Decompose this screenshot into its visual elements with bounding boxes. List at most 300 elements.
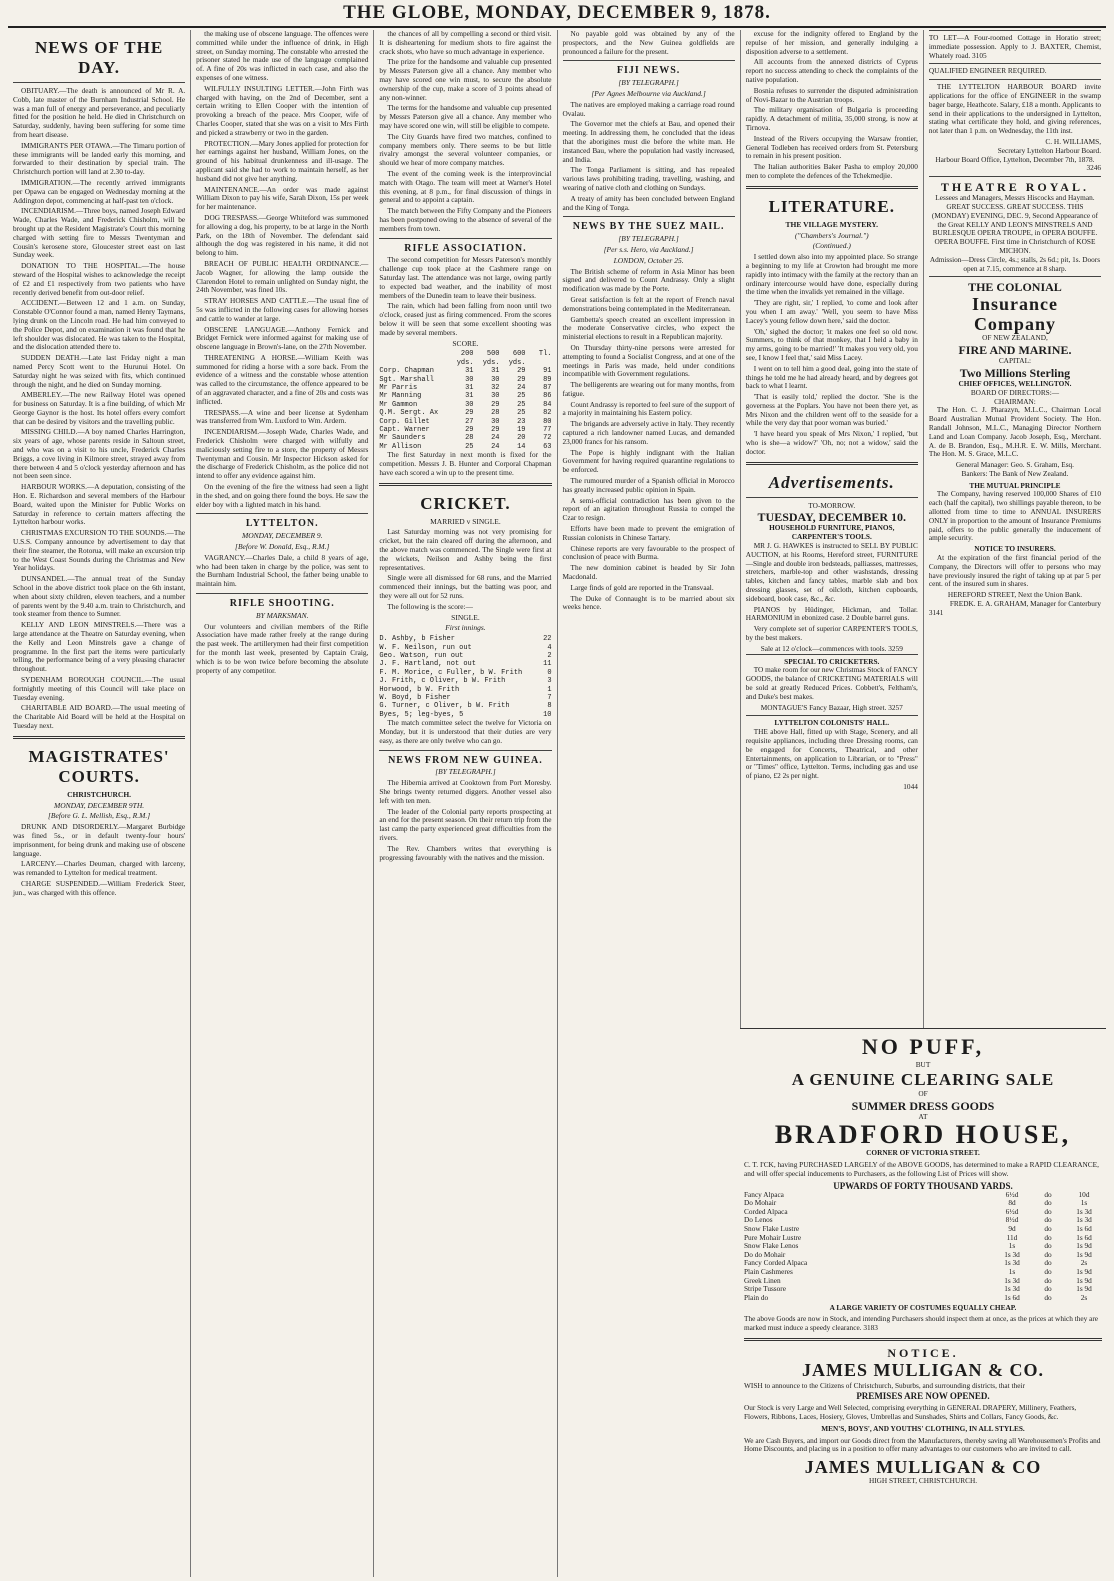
score-cell: 77 xyxy=(543,425,552,434)
score-note: The first Saturday in next month is fixed for the competition. Messrs J. B. Hunter and Corporal Chapman have each scored a win up to the present time. xyxy=(379,450,552,477)
batsman-cell: 8 xyxy=(547,702,552,711)
score-row xyxy=(379,434,551,442)
score-cell: 29 xyxy=(491,400,500,409)
colonial-bankers: Bankers: The Bank of New Zealand. xyxy=(961,468,1069,478)
colonial-of: OF NEW ZEALAND, xyxy=(982,333,1048,343)
price-cell: 8½d xyxy=(1005,1215,1019,1225)
suez-paragraph: excuse for the indignity offered to England by the repulse of her mission, and generally indulging a disposition adverse to a settlement. xyxy=(745,30,918,56)
price-cell: do xyxy=(1044,1198,1052,1208)
score-row xyxy=(379,426,551,434)
new-guinea-continued xyxy=(563,30,735,56)
story-continued: (Continued.) xyxy=(812,241,851,251)
court-paragraph: INCENDIARISM.—Joseph Wade, Charles Wade, and Frederick Chisholm were charged with wilfully and maliciously setting fire to a store, the property of Messrs Twentyman and Cousin. Mr Inspector Hickson asked for the discharge of Frederick Chisholm, as the police did not intend to offer any evidence against him. xyxy=(196,427,369,481)
price-cell: do xyxy=(1044,1223,1052,1233)
mutual-heading: THE MUTUAL PRINCIPLE xyxy=(969,480,1061,490)
divider xyxy=(563,60,735,61)
suez-paragraph: Count Andrassy is reported to feel sure of the support of a majority in maintaining his Eastern policy. xyxy=(562,399,735,418)
notice-office: HEREFORD STREET, Next the Union Bank. xyxy=(947,590,1083,600)
score-cell: 29 xyxy=(465,409,474,418)
news-paragraph: HARBOUR WORKS.—A deputation, consisting of the Hon. E. Richardson and several members of the Harbour Board, waited upon the Minister for Public Works on Saturday in reference to certain matters affecting the Lyttelton harbour works. xyxy=(13,482,186,527)
score-cell: 200 yds. xyxy=(456,350,474,367)
rifle-shooting-heading: RIFLE SHOOTING. xyxy=(229,598,335,610)
score-cell: Tl. xyxy=(538,350,552,359)
score-cell: 31 xyxy=(491,367,500,376)
column-2 xyxy=(191,30,374,1577)
court-paragraph: MAINTENANCE.—An order was made against William Dixon to pay his wife, Sarah Dixon, 15s per week for her maintenance. xyxy=(196,184,369,212)
cricket-heading: CRICKET. xyxy=(420,493,511,513)
price-cell: 1s xyxy=(1008,1266,1016,1276)
score-cell: 30 xyxy=(465,400,474,409)
court-paragraph: CHARGE SUSPENDED.—William Frederick Steer, jun., was charged with this offence. xyxy=(13,878,186,897)
score-cell: 28 xyxy=(465,434,474,443)
score-cell: 31 xyxy=(465,392,474,401)
price-cell: 1s 3d xyxy=(1004,1258,1020,1268)
news-paragraphs xyxy=(13,87,185,731)
new-guinea-telegraph: [BY TELEGRAPH.] xyxy=(435,767,496,777)
cricket-paragraph: The following is the score:— xyxy=(387,601,473,611)
price-cell: Plain Cashmeres xyxy=(744,1266,793,1276)
batsman-row xyxy=(379,702,551,710)
literature-heading: LITERATURE. xyxy=(768,196,895,216)
theatre-ad xyxy=(929,176,1101,276)
mulligan-footer-name: JAMES MULLIGAN & CO xyxy=(804,1457,1042,1478)
divider xyxy=(196,593,368,594)
new-guinea-heading: NEWS FROM NEW GUINEA. xyxy=(388,754,543,766)
batsman-cell: J. Frith, c Oliver, b W. Frith xyxy=(379,677,506,686)
court-paragraph: On the evening of the fire the witness had seen a light in the shed, and on going there found the boys. He saw the elder boy with a lighted match in his hand. xyxy=(196,482,369,509)
montague-number: 3257 xyxy=(888,702,903,712)
price-cell: 1s 6d xyxy=(1076,1223,1092,1233)
batsman-row xyxy=(379,652,551,660)
news-paragraph: DONATION TO THE HOSPITAL.—The house steward of the Hospital wishes to acknowledge the receipt of £2 and £1 respectively from two patients who have recently derived benefit from out-door relief. xyxy=(13,261,186,297)
divider xyxy=(379,483,551,486)
score-cell: Mr Manning xyxy=(379,392,422,401)
price-cell: do xyxy=(1044,1292,1052,1302)
suez-paragraph: The rumoured murder of a Spanish official in Morocco has greatly increased public opinion in Spain. xyxy=(562,476,735,494)
court-date: MONDAY, DECEMBER 9TH. xyxy=(54,800,145,810)
score-cell: 24 xyxy=(517,383,526,392)
harbour-sign: C. H. WILLIAMS, xyxy=(1045,136,1102,146)
price-cell: Snow Flake Lustre xyxy=(744,1223,800,1233)
price-cell: Do Lenos xyxy=(744,1215,773,1225)
auction-tools: Very complete set of superior CARPENTER'S TOOLS, by the best makers. xyxy=(745,624,918,643)
court-bench: [Before G. L. Mellish, Esq., R.M.] xyxy=(47,811,151,821)
batsman-cell: 2 xyxy=(547,651,552,660)
single-score-table xyxy=(379,635,551,719)
score-cell: Sgt. Marshall xyxy=(379,375,434,384)
suez-paragraph: On Thursday thirty-nine persons were arrested for attempting to found a Socialist Congress, and at one of the meetings in Paris was made, held under conditions incompatible with Government regulations. xyxy=(562,342,735,379)
price-cell: Fancy Alpaca xyxy=(744,1189,784,1199)
advertisements-heading: Advertisements. xyxy=(768,472,895,492)
mens-text: MEN'S, BOYS', AND YOUTHS' CLOTHING, IN ALL STYLES. xyxy=(821,1423,1025,1433)
suez-paragraph: The Pope is highly indignant with the Italian Government for having required quarantine regulations to be enforced. xyxy=(562,447,735,475)
score-cell: 89 xyxy=(543,375,552,384)
colonists-hall-body: THE above Hall, fitted up with Stage, Scenery, and all requisite appliances, including three Dressing rooms, can be engaged for Concerts, Theatrical, and other Entertainments, on application to Librarian, or to "Press" or "Times" office, Lyttelton. Terms, including gas and use of piano, £2 2s per night. xyxy=(745,727,918,781)
theatre-admission: Admission—Dress Circle, 4s.; stalls, 2s 6d.; pit, 1s. Doors open at 7.15, commence at 8 sharp. xyxy=(929,254,1101,273)
suez-paragraph: The brigands are adversely active in Italy. They recently captured a rich landowner named Lucas, and demanded 23,000 francs for his ransom. xyxy=(562,419,735,446)
column-4 xyxy=(558,30,741,1577)
court-paragraph: OBSCENE LANGUAGE.—Anthony Fernick and Bridget Fernick were informed against for making use of obscene language in Brown's-lane, on the 27th November. xyxy=(196,324,369,352)
divider xyxy=(13,736,185,739)
fiji-paragraphs xyxy=(563,101,735,213)
price-cell: Do do Mohair xyxy=(744,1249,786,1259)
story-paragraph: 'That is easily told,' replied the doctor. 'She is the governess at the Poplars. You have not been there yet, as Mrs Nixon and the children went off to the seaside for a while the very day that poor woman was buried.' xyxy=(745,392,918,428)
colonial-capital: CAPITAL: xyxy=(998,356,1032,366)
court-paragraph: the making use of obscene language. The offences were committed while under the influence of drink, in High street, on Sunday morning. The constable who arrested the prisoner stated he made use of the language complained of. A fine of 20s was inflicted in each case, and also the expenses of one witness. xyxy=(196,30,369,82)
batsman-cell: D. Ashby, b Fisher xyxy=(379,635,455,644)
score-row xyxy=(379,401,551,409)
score-cell: 80 xyxy=(543,417,552,426)
price-cell: 1s xyxy=(1080,1198,1088,1208)
score-cell: 500 yds. xyxy=(482,350,500,367)
colonists-hall-ad xyxy=(746,715,918,794)
batsman-cell: 7 xyxy=(547,693,552,702)
price-cell: 8d xyxy=(1008,1198,1016,1208)
suez-paragraph: Great satisfaction is felt at the report of French naval demonstrations being contemplated in the Mediterranean. xyxy=(562,294,735,313)
forty-thousand: UPWARDS OF FORTY THOUSAND YARDS. xyxy=(833,1180,1013,1191)
auction-tomorrow: TO-MORROW. xyxy=(808,500,856,510)
news-paragraph: CHRISTMAS EXCURSION TO THE SOUNDS.—The U.S.S. Company announce by advertisement to day that their fine steamer, the Rotorua, will make an excursion trip to the West Coast Sounds during the Christmas and New Year holidays. xyxy=(13,528,186,573)
score-cell: 30 xyxy=(465,375,474,384)
lyttelton-bench: [Before W. Donald, Esq., R.M.] xyxy=(235,542,330,552)
price-cell: 1s 6d xyxy=(1076,1232,1092,1242)
auction-sale xyxy=(746,645,918,654)
single-heading: SINGLE. xyxy=(451,612,480,622)
cricket-paragraph: Single were all dismissed for 68 runs, and the Married commenced their innings, but the batting was poor, and they were all out for 52 runs. xyxy=(379,573,552,600)
suez-paragraph: The Duke of Connaught is to be married about six weeks hence. xyxy=(562,593,735,612)
news-paragraph: ACCIDENT.—Between 12 and 1 a.m. on Sunday, Constable O'Connor found a man, named Henry Taymans, lying drunk on the Lincoln road. He had him conveyed to the Police Depot, and on examination it was found that he left shoulder was dislocated. He was taken to the Hospital, and the dislocation attended there to. xyxy=(13,298,186,352)
batsman-cell: W. Boyd, b Fisher xyxy=(379,693,451,702)
notice-title: NOTICE. xyxy=(887,1345,959,1360)
suez-date: LONDON, October 25. xyxy=(613,255,684,265)
batsman-cell: 0 xyxy=(547,668,552,677)
rifle-paragraph: The event of the coming week is the interprovincial match with Otago. The team will meet at Warner's Hotel this evening, at 8 p.m., for final discussion of things in general and to appoint a captain. xyxy=(379,168,552,205)
price-cell: do xyxy=(1044,1215,1052,1225)
import-text: We are Cash Buyers, and import our Goods direct from the Manufacturers, thereby saving all Warehousemen's Profits and Home Discounts, and placing us in a position to offer many advantages to our customers who are invited to call. xyxy=(744,1435,1101,1454)
score-cell: 20 xyxy=(517,434,526,443)
batsman-cell: F. M. Morice, c Fuller, b W. Frith xyxy=(379,668,523,677)
news-paragraph: INCENDIARISM.—Three boys, named Joseph Edward Wade, Charles Wade, and Frederick Chisholm, will be brought up at the Resident Magistrate's Court this morning charged with setting fire to Messrs Twentyman and Cousin's kerosene store, Gloucester street east on last Sunday week. xyxy=(13,206,186,260)
score-cell: 24 xyxy=(491,442,500,451)
colonial-title-2: Insurance Company xyxy=(971,294,1058,335)
score-cell: 30 xyxy=(491,417,500,426)
score-row xyxy=(379,392,551,400)
score-row xyxy=(379,376,551,384)
colonists-hall-number: 1044 xyxy=(903,781,918,791)
score-cell: 87 xyxy=(543,383,552,392)
cricket-subheading: MARRIED v SINGLE. xyxy=(430,516,501,526)
clearing-footer-number: 3183 xyxy=(863,1322,878,1332)
suez-telegraph: [BY TELEGRAPH.] xyxy=(618,234,679,244)
price-cell: Snow Flake Lenos xyxy=(744,1241,799,1251)
lyttelton-date: MONDAY, DECEMBER 9. xyxy=(241,531,323,541)
court-paragraph: THREATENING A HORSE.—William Keith was summoned for riding a horse with a sore back. From the evidence of a witness and the constable whose attention was called to the circumstance, the offence appeared to be of an aggravated character, and a fine of 20s and costs was inflicted. xyxy=(196,352,369,406)
price-cell: 1s xyxy=(1008,1241,1016,1251)
notice-number: 3141 xyxy=(928,607,944,617)
new-guinea-paragraph: The Rev. Chambers writes that everything is progressing favourably with the natives and the mission. xyxy=(379,843,552,862)
score-cell: Capt. Warner xyxy=(379,425,430,434)
fiji-via: [Per Agnes Melbourne via Auckland.] xyxy=(591,88,706,98)
score-cell: 19 xyxy=(517,425,526,434)
score-header-row xyxy=(379,350,551,367)
mulligan-title: JAMES MULLIGAN & CO. xyxy=(801,1359,1044,1380)
divider xyxy=(746,186,918,189)
divider xyxy=(746,462,918,465)
batsman-cell: Byes, 5; leg-byes, 5 xyxy=(379,710,464,719)
suez-paragraph: The new dominion cabinet is headed by Sir John Macdonald. xyxy=(562,563,735,582)
price-cell: do xyxy=(1044,1266,1052,1276)
bradford-house-title: BRADFORD HOUSE, xyxy=(774,1120,1072,1150)
fiji-paragraph: The Tonga Parliament is sitting, and has repealed various laws prohibiting trading, travelling, washing, and wearing of native cloth and clothing on Sundays. xyxy=(562,165,735,192)
lyttelton-paragraph: VAGRANCY.—Charles Dale, a child 8 years of age, who had been taken in charge by the police, was sent to the Burnham Industrial School, the father being unable to maintain him. xyxy=(196,552,369,589)
price-cell: 1s 3d xyxy=(1004,1275,1020,1285)
price-cell: 2s xyxy=(1080,1292,1088,1302)
court-paragraphs xyxy=(13,823,185,897)
story-source: ("Chambers's Journal.") xyxy=(794,230,869,240)
new-guinea-paragraphs xyxy=(379,779,551,862)
rifle-association-paragraph: The second competition for Messrs Paterson's monthly challenge cup took place at the Cashmere range on Saturday last. The attendance was not large, owing partly to expected bad weather, and the inability of most members of the Dunedin team to leave their business. xyxy=(379,255,552,300)
price-cell: do xyxy=(1044,1189,1052,1199)
batsman-cell: J. F. Hartland, not out xyxy=(379,660,476,669)
bradford-house-ad xyxy=(740,1028,1106,1577)
price-cell: 9d xyxy=(1008,1223,1016,1233)
price-cell: 1s 6d xyxy=(1004,1292,1020,1302)
price-cell: do xyxy=(1044,1275,1052,1285)
suez-paragraph: Efforts have been made to prevent the emigration of Russian colonists in Chinese Tartary. xyxy=(562,524,735,542)
notice-heading: NOTICE TO INSURERS. xyxy=(974,544,1056,554)
score-cell: 600 yds. xyxy=(508,350,526,367)
harbour-date: Harbour Board Office, Lyttelton, December 7th, 1878. xyxy=(935,154,1095,164)
suez-paragraph: Bosnia refuses to surrender the disputed administration of Novi-Bazar to the Austrian troops. xyxy=(745,85,918,104)
clearing-footer-text: The above Goods are now in Stock, and intending Purchasers should inspect them at once, as the prices at which they are marked must induce a speedy clearance. xyxy=(744,1314,1099,1332)
batsman-cell: 4 xyxy=(547,643,552,652)
divider xyxy=(196,513,368,514)
price-cell: 6½d xyxy=(1005,1189,1019,1199)
price-cell: do xyxy=(1044,1284,1052,1294)
score-cell: 28 xyxy=(491,409,500,418)
score-cell: 25 xyxy=(517,392,526,401)
auction-sale-text: Sale at 12 o'clock—commences with tools. xyxy=(760,643,887,653)
score-cell: 29 xyxy=(517,375,526,384)
news-paragraph: SUDDEN DEATH.—Late last Friday night a man named Percy Scott went to the Hurunui Hotel. On Saturday night he was seized with fits, which continued through the night, and he died on Sunday morning. xyxy=(13,353,186,389)
score-cell: 23 xyxy=(517,417,526,426)
mutual-body: The Company, having reserved 100,000 Shares of £10 each (half the capital), two shillings payable thereon, to be allotted from time to time to ANNUAL INSURERS ONLY in proportion to the amount of Insurance Premiums paid, offers to the public generally the inducement of ample security. xyxy=(928,489,1102,543)
price-cell: Pure Mohair Lustre xyxy=(744,1232,802,1242)
score-cell: 29 xyxy=(491,425,500,434)
batsman-row xyxy=(379,694,551,702)
suez-paragraph: The belligerents are wearing out for many months, from fatigue. xyxy=(562,380,735,398)
score-row xyxy=(379,409,551,417)
price-cell: Stripe Tussore xyxy=(744,1284,786,1294)
batsman-row xyxy=(379,669,551,677)
story-paragraph: 'They are right, sir,' I replied, 'to come and look after you when I am away.' 'Well, you seem to have Miss Lacey's young fellow down here,' said the doctor. xyxy=(745,298,918,325)
suez-paragraph: The British scheme of reform in Asia Minor has been signed and delivered to Count Andrassy. Only a slight modification was made by the Porte. xyxy=(562,266,735,294)
suez-paragraph: Instead of the Rivers occupying the Warsaw frontier, General Todleben has received orders from St. Petersburg to remain in his present position. xyxy=(745,133,918,161)
score-cell: 86 xyxy=(543,392,552,401)
price-cell: do xyxy=(1044,1232,1052,1242)
batsman-cell: 1 xyxy=(547,685,552,694)
batsman-row xyxy=(379,635,551,643)
batsman-cell: Geo. Watson, run out xyxy=(379,651,464,660)
price-cell: Do Mohair xyxy=(744,1198,777,1208)
story-title: THE VILLAGE MYSTERY. xyxy=(785,219,879,229)
top-ads xyxy=(929,30,1101,79)
score-cell: Corp. Chapman xyxy=(379,367,434,376)
new-guinea-paragraph: The Hibernia arrived at Cooktown from Port Moresby. She brings twenty returned diggers. Another vessel also left with ten men. xyxy=(379,778,552,805)
batsman-cell: G. Turner, c Oliver, b W. Frith xyxy=(379,702,510,711)
rifle-byline: BY MARKSMAN. xyxy=(256,610,309,620)
score-row xyxy=(379,418,551,426)
price-cell: 1s 9d xyxy=(1076,1266,1092,1276)
harbour-number: 3246 xyxy=(1086,163,1102,173)
clearing-intro: C. T. I'CK, having PURCHASED LARGELY of the ABOVE GOODS, has determined to make a RAPID CLEARANCE, and will offer special inducements to Purchasers, as the following List of Prices will show. xyxy=(744,1160,1099,1178)
suez-paragraph: Chinese reports are very favourable to the prospect of conclusion of peace with Burma. xyxy=(562,543,735,562)
divider xyxy=(13,82,185,83)
suez-paragraph: Large finds of gold are reported in the Transvaal. xyxy=(570,582,714,592)
suez-paragraph: Gambetta's speech created an excellent impression in the moderate Conservative circles, who expect the ministerial elections to result in a Republican majority. xyxy=(562,314,735,342)
suez-paragraph: A semi-official contradiction has been given to the report of an agitation throughout Russia to compel the Czar to resign. xyxy=(562,495,735,523)
column-1 xyxy=(8,30,191,1577)
price-cell: 1s 3d xyxy=(1004,1284,1020,1294)
news-paragraph: KELLY AND LEON MINSTRELS.—There was a large attendance at the Theatre on Saturday evening, when the Kelly and Leon Minstrels gave a change of programme. In the first part the items were particularly telling, the performance being of a very pleasing character throughout. xyxy=(13,620,186,674)
classified-ad xyxy=(929,63,1101,79)
divider xyxy=(563,216,735,217)
premises-text: PREMISES ARE NOW OPENED. xyxy=(856,1391,990,1402)
magistrates-courts-heading: MAGISTRATES' COURTS. xyxy=(28,746,170,786)
score-cell: Mr Parris xyxy=(379,383,418,392)
suez-heading: NEWS BY THE SUEZ MAIL. xyxy=(572,221,725,233)
mulligan-body: WISH to announce to the Citizens of Christchurch, Suburbs, and surrounding districts, that their xyxy=(744,1380,1025,1390)
score-cell: 27 xyxy=(465,417,474,426)
auction-date: TUESDAY, DECEMBER 10. xyxy=(757,510,907,525)
score-cell: 25 xyxy=(517,400,526,409)
rifle-paragraph: The match between the Fifty Company and the Pioneers has been postponed owing to the absence of several of the members from town. xyxy=(379,206,552,233)
colonial-board: BOARD OF DIRECTORS:— xyxy=(970,387,1060,397)
masthead: THE GLOBE, MONDAY, DECEMBER 9, 1878. xyxy=(8,0,1106,28)
colonial-office: CHIEF OFFICES, WELLINGTON. xyxy=(958,378,1072,388)
cricketers-body: TO make room for our new Christmas Stock of FANCY GOODS, the balance of CRICKETING MATERIALS will be sold at greatly Reduced Prices. Cobbett's, Feltham's, and Duke's best makes. xyxy=(745,665,918,701)
price-cell: Greek Linen xyxy=(744,1275,781,1285)
colonists-hall-heading: LYTTELTON COLONISTS' HALL. xyxy=(774,718,890,728)
score-row xyxy=(379,384,551,392)
cricket-end: The match committee select the twelve for Victoria on Monday, but it is understood that their duties are very easy, as there are only twelve who can go. xyxy=(379,718,552,745)
score-cell: 32 xyxy=(491,383,500,392)
score-cell: 30 xyxy=(491,375,500,384)
lyttelton-heading: LYTTELTON. xyxy=(245,518,319,530)
mulligan-footer-address: HIGH STREET, CHRISTCHURCH. xyxy=(868,1476,978,1486)
auction-body: MR J. G. HAWKES is instructed to SELL BY PUBLIC AUCTION, at his Rooms, Hereford street, FURNITURE—Single and double iron bedsteads, palliasses, mattresses, stretchers, marble-top and other washstands, dressing tables, kitchen and fancy tables, marble slab and box dressing glasses, set of oilcloth, kitchen cupboards, sideboard, book case, &c., &c. xyxy=(745,541,918,603)
notice-sign: FREDK. E. A. GRAHAM, Manager for Canterbury xyxy=(949,599,1102,609)
score-cell: 84 xyxy=(543,400,552,409)
news-of-the-day-heading: NEWS OF THE DAY. xyxy=(35,38,164,77)
suez-paragraph: The Italian authorities Baker Pasha to employ 20,000 men to complete the defences of the Tchekmedjie. xyxy=(745,162,918,180)
batsman-row xyxy=(379,686,551,694)
classified-ad xyxy=(929,30,1101,63)
suez-paragraphs xyxy=(563,268,735,613)
divider xyxy=(744,1338,1102,1341)
price-cell: 1s 9d xyxy=(1076,1284,1092,1294)
new-guinea-paragraph: The leader of the Colonial party reports prospecting at an end for the present season. On their return trip from the last camp the party experienced great difficulties from the rivers. xyxy=(379,806,552,842)
rifle-association-paragraph: The rain, which had been falling from noon until two o'clock, ceased just as firing commenced. From the scores below it will be seen that some excellent shooting was made by several members. xyxy=(379,301,552,337)
new-guinea-paragraph: No payable gold was obtained by any of the prospectors, and the New Guinea goldfields are pronounced a failure for the present. xyxy=(562,30,735,56)
fiji-heading: FIJI NEWS. xyxy=(616,65,681,77)
price-cell: Corded Alpaca xyxy=(744,1206,788,1216)
batsman-cell: 10 xyxy=(543,710,552,719)
score-cell: 31 xyxy=(465,383,474,392)
price-cell: do xyxy=(1044,1258,1052,1268)
colonial-insurance-ad xyxy=(929,276,1101,620)
cricket-paragraph: Last Saturday morning was not very promising for cricket, but the rain cleared off during the afternoon, and the above match was commenced. The Single were first at the wickets, Neilson and Ashby being the first representatives. xyxy=(379,527,552,572)
divider xyxy=(746,497,918,498)
classified-ad-text: QUALIFIED ENGINEER REQUIRED. xyxy=(928,66,1047,76)
harbour-body: THE LYTTELTON HARBOUR BOARD invite applications for the office of ENGINEER in the swamp bager barge, Heathcote. Salary, £18 a month. Applicants to send in their applications to the undersigned in Lyttelton, stating what certificate they hold, and giving references, not later than 1 p.m. on Wednesday, the 11th inst. xyxy=(928,82,1102,136)
news-paragraph: DUNSANDEL.—The annual treat of the Sunday School in the above district took place on the 6th instant, when about sixty children, eleven teachers, and a number of parents went by the 9.40 a.m. train to Christchurch, and took steamer from thence to Sumner. xyxy=(13,574,186,619)
cricketers-heading: SPECIAL TO CRICKETERS. xyxy=(784,656,880,666)
news-paragraph: OBITUARY.—The death is announced of Mr R. A. Cobb, late master of the Burnham Industrial School. He was a man full of energy and perseverance, and peculiarly fitted for the position he held. He died in Christchurch on Saturday, suddenly, having been suffering for some time from heart disease. xyxy=(13,86,186,139)
fiji-telegraph: [BY TELEGRAPH.] xyxy=(618,78,679,88)
classified-ad-text: TO LET—A Four-roomed Cottage in Horatio street; immediate possession. Apply to J. BAXTER, Chemist, Whately road. xyxy=(928,33,1102,60)
score-cell: Mr Gammon xyxy=(379,400,418,409)
corner-text: CORNER OF VICTORIA STREET. xyxy=(866,1148,980,1158)
clearing-sale-title: A GENUINE CLEARING SALE xyxy=(791,1069,1055,1089)
price-cell: 1s 3d xyxy=(1076,1215,1092,1225)
classified-ad-number: 3105 xyxy=(970,50,987,60)
summer-dress-title: SUMMER DRESS GOODS xyxy=(851,1098,995,1113)
single-subheading: First innings. xyxy=(445,623,486,633)
batsman-cell: Horwood, b W. Frith xyxy=(379,685,460,694)
story-paragraph: I went on to tell him a good deal, going into the state of things he told me he had already heard, and by degrees got back to what I learnt. xyxy=(745,363,918,391)
price-cell: 2s xyxy=(1080,1258,1088,1268)
court-paragraph: TRESPASS.—A wine and beer license at Sydenham was transferred from Wm. Luxford to Wm. Ardern. xyxy=(196,407,369,426)
clearing-footer xyxy=(744,1315,1102,1333)
price-cell: Plain do xyxy=(744,1292,769,1302)
no-puff-title: NO PUFF, xyxy=(861,1034,985,1059)
at-text: AT xyxy=(918,1111,928,1121)
batsman-row xyxy=(379,660,551,668)
score-cell: 25 xyxy=(517,409,526,418)
score-cell: 30 xyxy=(491,392,500,401)
price-cell: 1s 3d xyxy=(1076,1206,1092,1216)
court-paragraph: DOG TRESPASS.—George Whiteford was summoned for allowing a dog, his property, to be at large in the North Park, on the 18th of November. The defendant said although the dog was registered in his name, it did not belong to him. xyxy=(196,212,369,258)
cricketers-ad xyxy=(746,654,918,716)
score-cell: 31 xyxy=(465,367,474,376)
news-paragraph: MISSING CHILD.—A boy named Charles Harrington, six years of age, whose parents reside in Saltoun street, and who was on a visit to his uncle, Frederick Charles Briggs, a cove living in Kilmore street, strayed away from there between 4 and 5 o'clock yesterday afternoon and has not been seen since. xyxy=(13,427,186,481)
suez-continued xyxy=(746,30,918,181)
price-cell: 10d xyxy=(1078,1189,1090,1199)
score-cell: 25 xyxy=(465,442,474,451)
news-paragraph: SYDENHAM BOROUGH COUNCIL.—The usual fortnightly meeting of this Council will take place on Tuesday evening. xyxy=(13,675,186,702)
rifle-continued xyxy=(379,30,551,234)
colonial-general: General Manager: Geo. S. Graham, Esq. xyxy=(955,460,1075,470)
batsman-cell: 22 xyxy=(543,635,552,644)
column-3 xyxy=(374,30,557,1577)
fiji-paragraph: A treaty of amity has been concluded between England and the King of Tonga. xyxy=(562,193,735,212)
colonial-amount: Two Millions Sterling xyxy=(959,365,1071,380)
harbour-board-ad xyxy=(929,79,1101,176)
score-cell: 72 xyxy=(543,434,552,443)
score-cell: 63 xyxy=(543,442,552,451)
rifle-association-heading: RIFLE ASSOCIATION. xyxy=(404,242,527,254)
score-cell: 29 xyxy=(517,367,526,376)
score-cell: 91 xyxy=(543,367,552,376)
fiji-paragraph: The Governor met the chiefs at Bau, and opened their meeting. In addressing them, he concluded that the ideas that the aborigines must die before the white man. He instanced Bau, where the population had vastly increased, and India. xyxy=(562,119,735,164)
montague xyxy=(746,704,918,713)
price-cell: 1s 9d xyxy=(1076,1249,1092,1259)
price-cell: 1s 3d xyxy=(1004,1249,1020,1259)
rifle-paragraph: the chances of all by compelling a second or third visit. It is disheartening for medium shots to fire against the crack shots, who have so much advantage in experience. xyxy=(379,30,552,56)
price-cell: do xyxy=(1044,1249,1052,1259)
harbour-title: Secretary Lyttelton Harbour Board. xyxy=(997,145,1102,155)
